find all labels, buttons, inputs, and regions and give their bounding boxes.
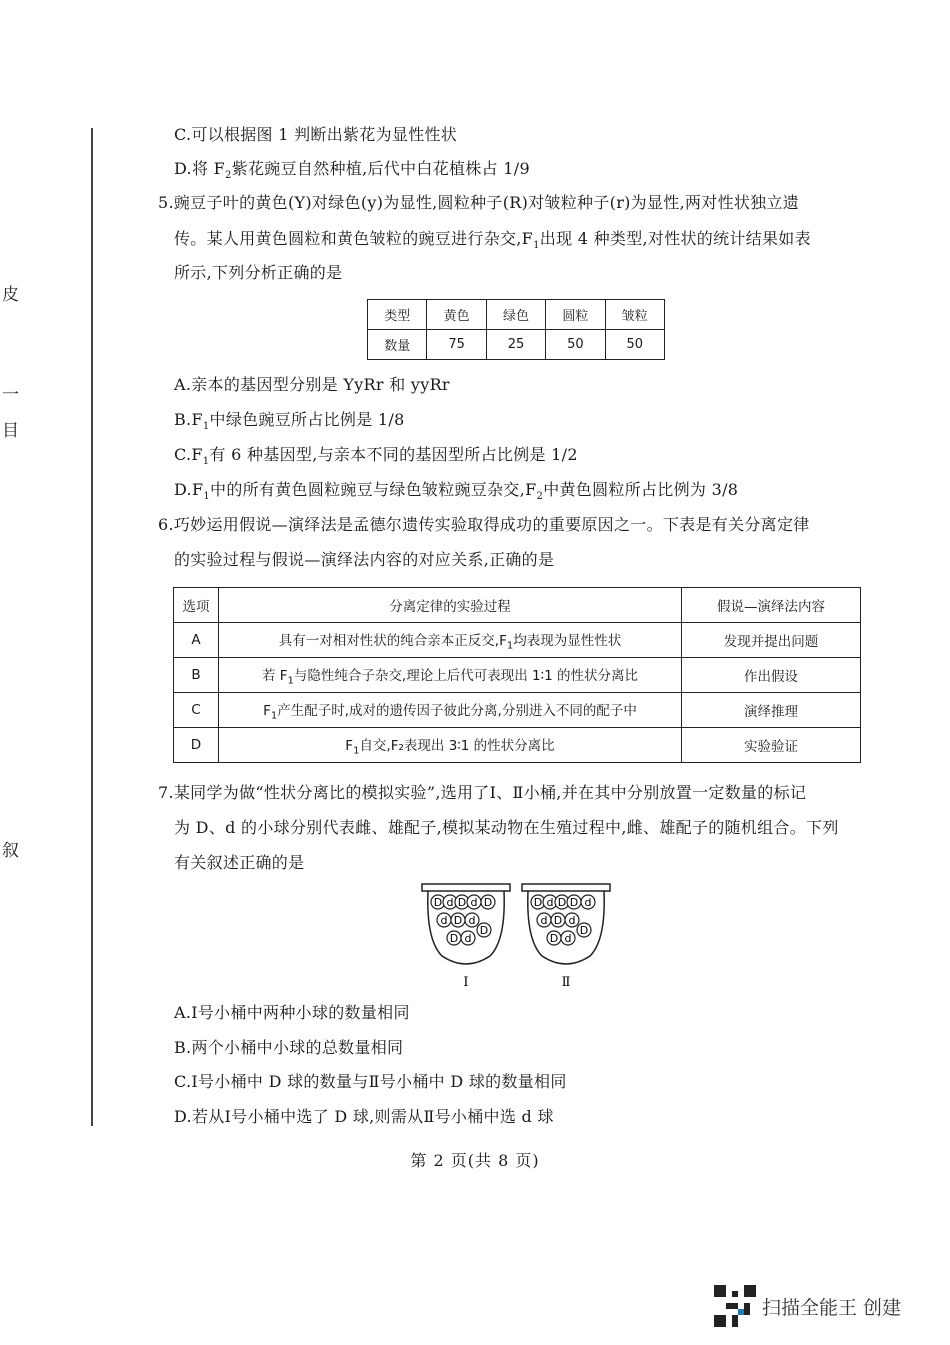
q4-option-c: C.可以根据图 1 判断出紫花为显性性状 [174,125,458,144]
ball-label: D [449,932,459,945]
table-row [174,623,861,658]
table-header-cell: 圆粒 [546,300,605,330]
table-header-cell: 黄色 [427,300,486,330]
ball-label: D [569,896,579,909]
q7-option-a: A.Ⅰ号小桶中两种小球的数量相同 [174,1003,410,1022]
q4-option-d: D.将 $F_2$紫花豌豆自然种植,后代中白花植株占 1/9 [174,159,530,182]
table-cell-content: 发现并提出问题 [682,623,861,658]
table-header-cell: 选项 [174,588,219,623]
table-header-cell: 分离定律的实验过程 [219,588,682,623]
q7-option-b: B.两个小桶中小球的总数量相同 [174,1038,404,1057]
table-cell-process: $F_1$产生配子时,成对的遗传因子彼此分离,分别进入不同的配子中 [219,693,682,728]
q7-stem-line: 7.某同学为做“性状分离比的模拟实验”,选用了Ⅰ、Ⅱ小桶,并在其中分别放置一定数量的标记 [158,783,807,802]
table-cell-process: 若 $F_1$与隐性纯合子杂交,理论上后代可表现出 1∶1 的性状分离比 [219,658,682,693]
q6-method-table [173,587,861,763]
ball-label: D [479,924,489,937]
q7-stem-line: 为 D、d 的小球分别代表雌、雄配子,模拟某动物在生殖过程中,雌、雄配子的随机组合。下列 [174,818,839,837]
q5-option-c: $C.F_1$有 6 种基因型,与亲本不同的基因型所占比例是 1/2 [174,445,578,468]
table-header-row [174,588,861,623]
table-cell-process: $F_1$自交,F₂表现出 3∶1 的性状分离比 [219,728,682,763]
table-header-cell: 皱粒 [605,300,664,330]
ball-label: d [546,896,554,909]
table-row [174,693,861,728]
q5-stem-line: 传。某人用黄色圆粒和黄色皱粒的豌豆进行杂交$,F_1$出现 4 种类型,对性状的统计结果如表 [174,229,811,252]
table-cell-process: 具有一对相对性状的纯合亲本正反交$,F_1$均表现为显性性状 [219,623,682,658]
table-header-cell: 绿色 [486,300,545,330]
table-header-row [368,300,665,330]
ball-label: d [446,896,454,909]
ball-label: D [533,896,543,909]
ball-label: D [483,896,493,909]
q6-stem-line: 的实验过程与假说—演绎法内容的对应关系,正确的是 [174,550,555,569]
q5-stem-line: 所示,下列分析正确的是 [174,263,343,282]
table-cell-content: 实验验证 [682,728,861,763]
table-cell-content: 作出假设 [682,658,861,693]
q5-option-b: $B.F_1$中绿色豌豆所占比例是 1/8 [174,410,405,433]
ball-label: D [453,914,463,927]
table-header-cell: 类型 [368,300,427,330]
q5-option-a: A.亲本的基因型分别是 YyRr 和 yyRr [174,375,450,394]
ball-label: d [464,932,472,945]
ball-label: d [440,914,448,927]
binding-margin-char: 皮 [2,285,19,305]
scanner-watermark [714,1285,901,1327]
ball-label: D [457,896,467,909]
bucket-label-ii: Ⅱ [561,975,571,990]
table-row [174,728,861,763]
q6-stem-line: 6.巧妙运用假说—演绎法是孟德尔遗传实验取得成功的重要原因之一。下表是有关分离定律 [158,515,810,534]
qr-code-icon [714,1285,756,1327]
q5-stats-table [367,299,665,360]
table-cell: 50 [546,330,605,360]
ball-label: D [557,896,567,909]
table-row [368,330,665,360]
table-cell: 50 [605,330,664,360]
table-cell: 75 [427,330,486,360]
table-cell-option: C [174,693,219,728]
table-cell-content: 演绎推理 [682,693,861,728]
ball-label: d [468,914,476,927]
table-cell-option: D [174,728,219,763]
ball-label: D [433,896,443,909]
q7-option-d: D.若从Ⅰ号小桶中选了 D 球,则需从Ⅱ号小桶中选 d 球 [174,1107,554,1126]
q7-option-c: C.Ⅰ号小桶中 D 球的数量与Ⅱ号小桶中 D 球的数量相同 [174,1072,567,1091]
q5-option-d: $D.F_1$中的所有黄色圆粒豌豆与绿色皱粒豌豆杂交$,F_2$中黄色圆粒所占比例为 3/8 [174,480,739,503]
bucket-figure [418,880,618,990]
ball-label: d [584,896,592,909]
table-header-cell: 假说—演绎法内容 [682,588,861,623]
binding-margin-char: 目 [2,421,19,441]
q5-stem-line: 5.豌豆子叶的黄色(Y)对绿色(y)为显性,圆粒种子(R)对皱粒种子(r)为显性,两对性状独立遗 [158,193,800,212]
bucket-label-i: Ⅰ [463,975,469,990]
ball-label: D [579,924,589,937]
ball-label: d [470,896,478,909]
watermark-text: 扫描全能王 创建 [762,1296,902,1319]
ball-label: D [549,932,559,945]
binding-margin-char: 一 [2,385,19,405]
table-cell: 25 [486,330,545,360]
ball-label: d [540,914,548,927]
ball-label: d [568,914,576,927]
table-row [174,658,861,693]
q7-stem-line: 有关叙述正确的是 [174,853,305,872]
ball-label: D [553,914,563,927]
table-cell-option: A [174,623,219,658]
ball-label: d [564,932,572,945]
binding-margin-line [91,128,93,1126]
table-cell-option: B [174,658,219,693]
binding-margin-char: 叙 [2,841,19,861]
page-number: 第 2 页(共 8 页) [410,1151,540,1170]
table-cell: 数量 [368,330,427,360]
